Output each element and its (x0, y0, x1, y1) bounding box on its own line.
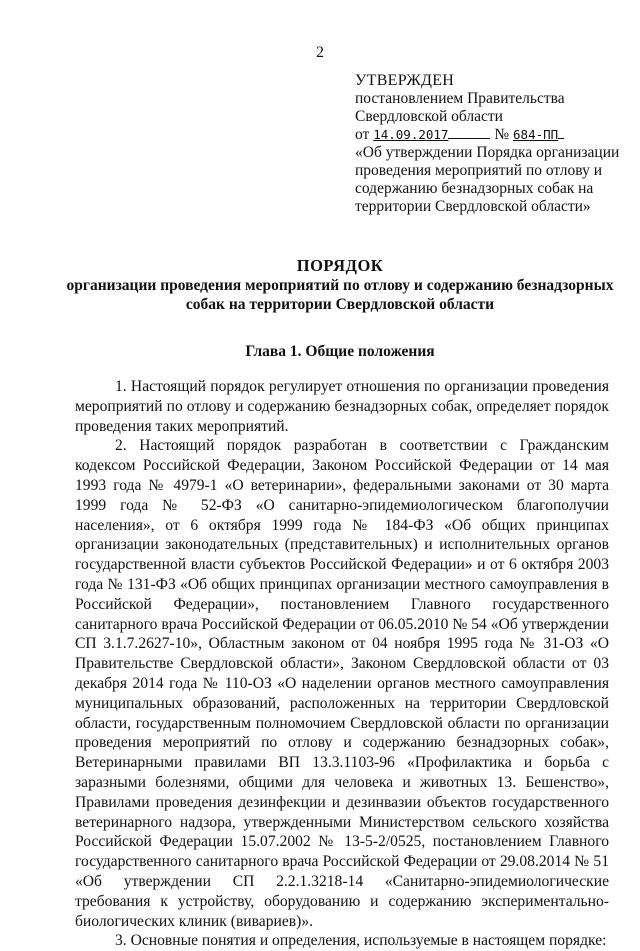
number-sign: № (494, 126, 510, 143)
paragraph-3: 3. Основные понятия и определения, используемые в настоящем порядке: (115, 932, 607, 950)
approval-date-line (355, 126, 625, 144)
approval-block (355, 72, 625, 216)
approval-title: УТВЕРЖДЕН (355, 72, 455, 89)
document-title: ПОРЯДОК (296, 256, 384, 275)
document-subtitle: организации проведения мероприятий по отлову и содержанию безнадзорных собак на территории Свердловской области (66, 277, 614, 313)
number-underline (558, 126, 564, 139)
paragraph-1: 1. Настоящий порядок регулирует отношения по организации проведения мероприятий по отлову и содержанию безнадзорных собак, определяет порядок проведения таких мероприятий. (75, 378, 609, 435)
approval-line-1: постановлением Правительства (355, 90, 565, 107)
approval-line-2: Свердловской области (355, 108, 503, 125)
date-prefix: от (355, 126, 370, 143)
date-underline (448, 126, 490, 139)
chapter-heading: Глава 1. Общие положения (245, 343, 435, 360)
approval-subject: «Об утверждении Порядка организации проведения мероприятий по отлову и содержанию безнадзорных собак на территории Свердловской области» (355, 144, 620, 215)
paragraph-2: 2. Настоящий порядок разработан в соответствии с Гражданским кодексом Российской Федерации, Законом Российской Федерации от 14 мая 1993 года № 4979-1 «О ветеринарии», федеральными законами от 30 марта 1999 года № 52-ФЗ «О санитарно-эпидемиологическом благополучии населения», от 6 октября 1999 года № 184-ФЗ «Об общих принципах организации законодательных (представительных) и исполнительных органов государственной власти субъектов Российской Федерации» и от 6 октября 2003 года № 131-ФЗ «Об общих принципах организации местного самоуправления в Российской Федерации», постановлением Главного государственного санитарного врача Российской Федерации от 06.05.2010 № 54 «Об утверждении СП 3.1.7.2627-10», Областным законом от 04 ноября 1995 года № 31-ОЗ «О Правительстве Свердловской области», Законом Свердловской области от 03 декабря 2014 года № 110-ОЗ «О наделении органов местного самоуправления муниципальных образований, расположенных на территории Свердловской области, государственным полномочием Свердловской области по организации проведения мероприятий по отлову и содержанию безнадзорных собак», Ветеринарными правилами ВП 13.3.1103-96 «Профилактика и борьба с заразными болезнями, общими для человека и животных 13. Бешенство», Правилами проведения дезинфекции и дезинвазии объектов государственного ветеринарного надзора, утвержденными Министерством сельского хозяйства Российской Федерации 15.07.2002 № 13-5-2/0525, постановлением Главного государственного санитарного врача Российской Федерации от 29.08.2014 № 51 «Об утверждении СП 2.2.1.3218-14 «Санитарно-эпидемиологические требования к устройству, оборудованию и содержанию экспериментально-биологических клиник (вивариев)». (75, 437, 609, 930)
approval-number: 684-ПП (513, 127, 559, 142)
body-text (75, 377, 609, 951)
page-number: 2 (316, 44, 324, 61)
approval-date: 14.09.2017 (373, 127, 449, 142)
